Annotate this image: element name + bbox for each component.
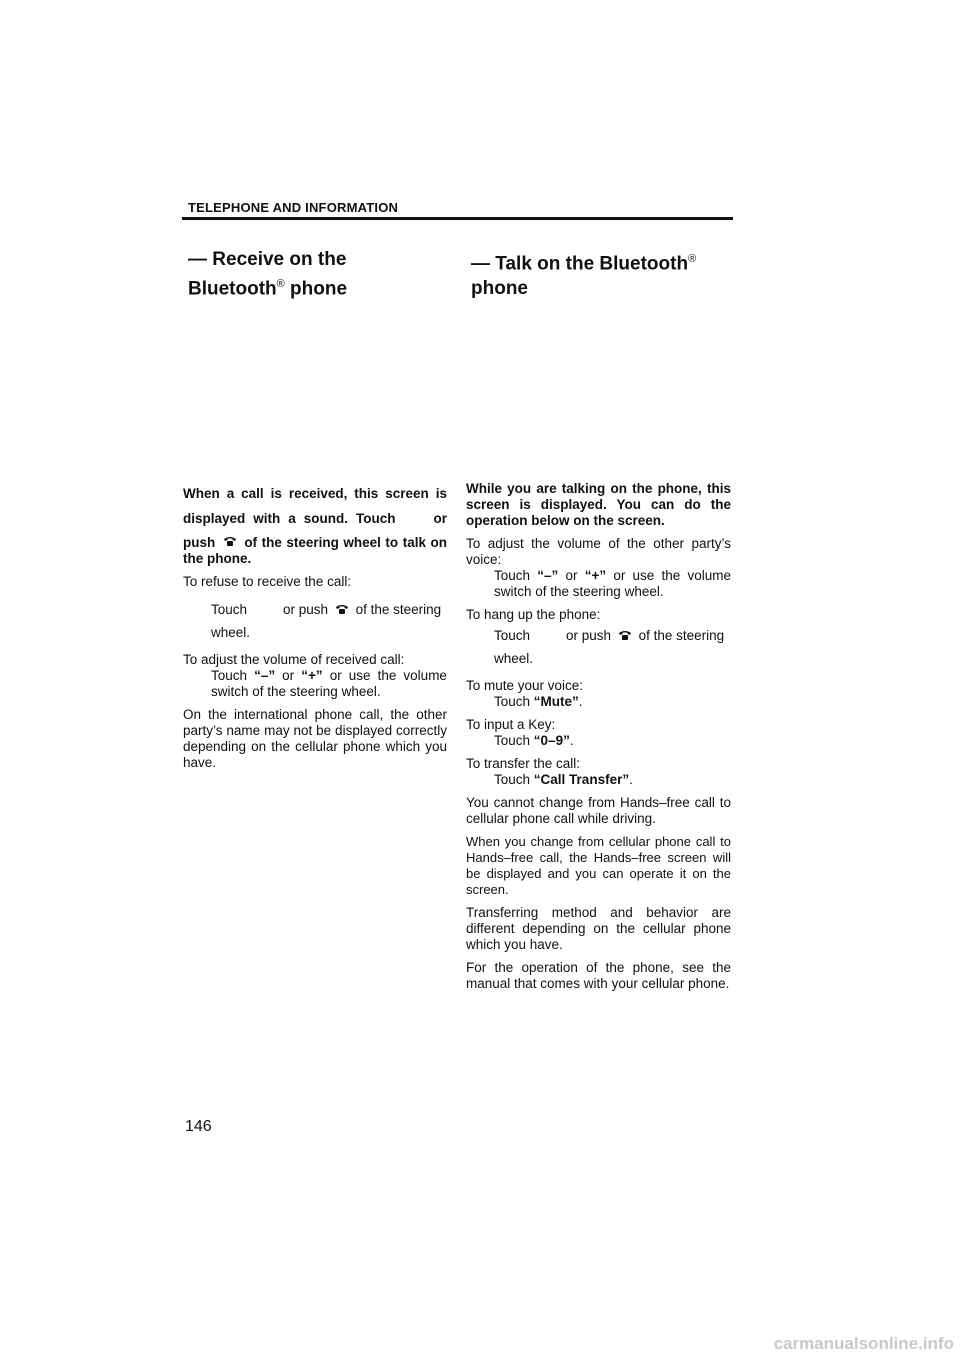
heading-left-tail: phone [290,278,348,300]
left-volume-body [183,668,447,700]
heading-left-line2 [188,272,448,301]
left-volume-minus: “–” [254,668,276,684]
watermark: carmanualsonline.info [773,1334,954,1353]
right-hangup-push: or push [566,628,612,643]
right-key-title: To input a Key: [466,716,556,732]
heading-right [471,247,741,301]
right-transfer-key: “Call Transfer” [533,771,630,787]
right-transfer-title: To transfer the call: [466,755,581,771]
left-refuse-steering: of the steering [355,602,442,618]
left-intro-or: or [433,511,447,526]
section-label: TELEPHONE AND INFORMATION [188,200,399,215]
left-note: On the international phone call, the other party’s name may not be displayed correctly depending on the cellular phone which you have. [183,707,447,771]
right-hangup-wheel: wheel. [494,650,534,666]
steering-phone-icon [335,598,349,623]
registered-mark: ® [688,253,697,265]
left-refuse-touch: Touch [211,602,248,618]
heading-left [188,247,448,301]
right-mute-touch: Touch [494,693,531,709]
left-intro-rest: of the steering wheel to talk on the phone. [183,535,447,567]
left-refuse-title: To refuse to receive the call: [183,574,352,590]
registered-mark: ® [276,278,285,290]
right-para-3: Transferring method and behavior are different depending on the cellular phone which you have. [466,904,731,952]
left-volume-title: To adjust the volume of received call: [183,652,405,668]
left-refuse-wheel: wheel. [211,625,251,641]
left-intro-line2 [183,506,447,531]
left-volume-or: or [282,668,295,684]
right-volume-touch: Touch [494,568,531,583]
left-column [183,481,447,778]
left-intro-text: displayed with a sound. Touch [183,511,396,526]
right-volume-minus: “–” [537,568,559,583]
left-volume-plus: “+” [301,668,323,684]
header-rule [182,217,733,220]
heading-right-tail: phone [471,278,528,300]
right-hangup-steering: of the steering [638,628,725,643]
right-mute-title: To mute your voice: [466,677,584,693]
right-volume-title: To adjust the volume of the other party’s voice: [466,536,731,567]
right-mute-body: Touch “Mute”. [494,693,583,709]
right-transfer-touch: Touch [494,771,531,787]
right-volume-plus: “+” [584,568,607,583]
right-key-touch: Touch [494,732,531,748]
right-key-key: “0–9” [533,732,570,748]
left-refuse-push: or push [283,602,329,618]
left-volume-rest: or use the volume switch of the steering wheel. [211,668,447,700]
right-hangup-title: To hang up the phone: [466,607,601,622]
right-hangup-touch: Touch [494,628,531,643]
right-intro: While you are talking on the phone, this screen is displayed. You can do the operation below on the screen. [466,481,731,528]
heading-left-line1: — Receive on the [188,249,347,270]
heading-right-line1 [471,247,741,276]
right-volume-or: or [565,568,578,583]
right-mute-key: “Mute” [533,693,579,709]
right-para-2: When you change from cellular phone call to Hands–free call, the Hands–free screen will be displayed and you can operate it on the screen. [466,833,731,897]
steering-phone-icon [223,535,237,551]
right-column [466,481,731,999]
right-volume-rest: or use the volume switch of the steering wheel. [494,568,731,599]
right-key-body: Touch “0–9”. [494,732,574,748]
right-transfer-body: Touch “Call Transfer”. [494,771,633,787]
left-intro-line1: When a call is received, this screen is [183,486,447,501]
page-number: 146 [185,1118,212,1135]
right-para-1: You cannot change from Hands–free call to cellular phone call while driving. [466,794,731,826]
heading-left-brand: Bluetooth [188,278,277,300]
left-intro-line3 [183,535,447,567]
right-volume-body [466,568,731,600]
heading-right-prefix: — Talk on the Bluetooth [471,253,689,275]
left-volume-touch: Touch [211,668,248,684]
steering-phone-icon [618,624,632,649]
left-intro-push: push [183,535,216,550]
right-para-4: For the operation of the phone, see the manual that comes with your cellular phone. [466,959,731,991]
